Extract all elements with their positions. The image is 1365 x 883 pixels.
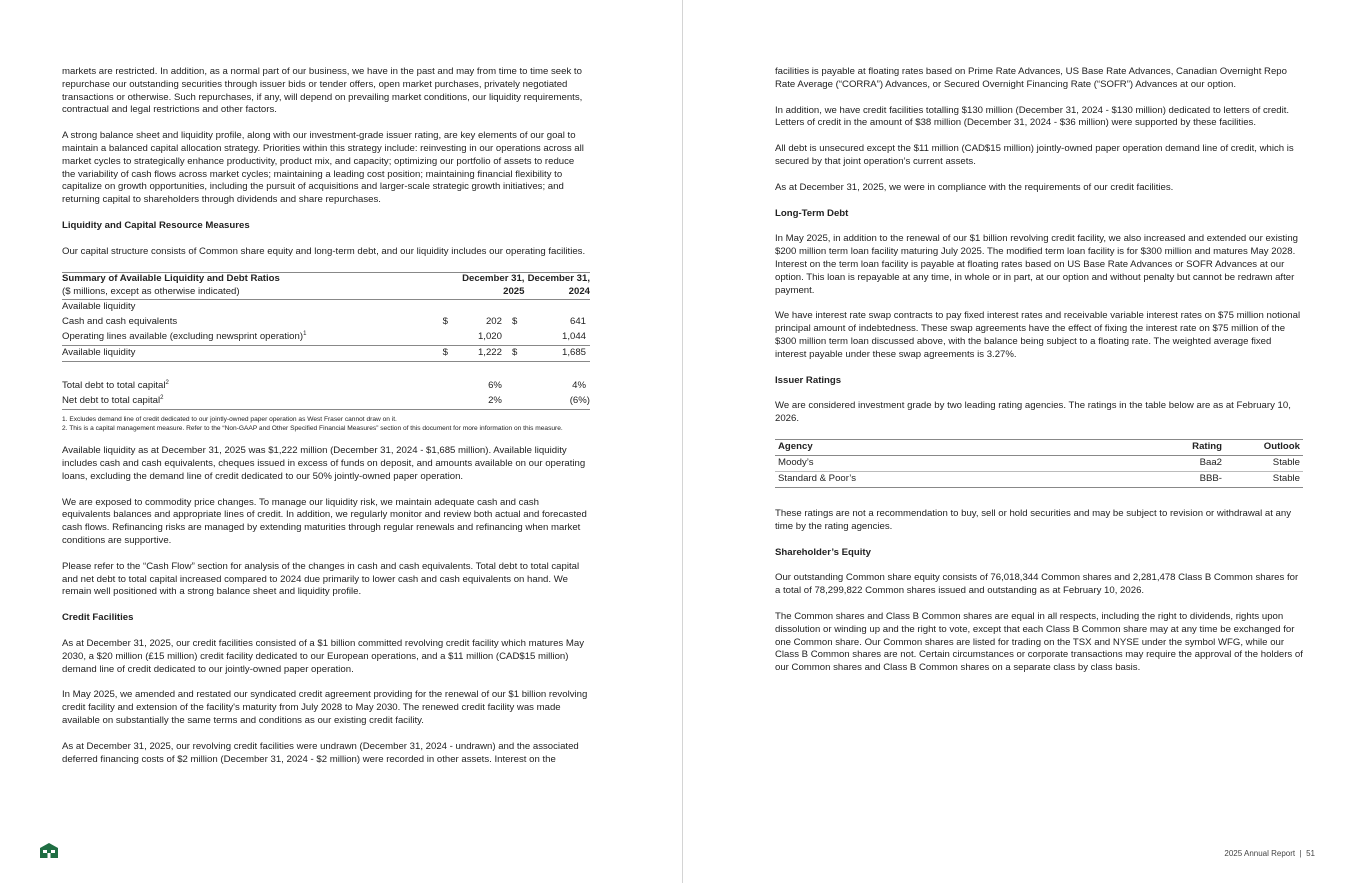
paragraph: markets are restricted. In addition, as a normal part of our business, we have in the past and may from time to time seek to repurchase our outstanding securities through issuer bids or tender offers, open market purchases, privately negotiated transactions or otherwise. Such repurchases, if any, will depend on prevailing market conditions, our liquidity requirements, contractual and legal restrictions and other factors. [62, 66, 583, 116]
currency-symbol: $ [502, 345, 525, 361]
cell-value: 202 [485, 315, 502, 327]
paragraph: Please refer to the “Cash Flow” section for analysis of the changes in cash and cash equivalents. Total debt to total capital and net debt to total capital increased compared to 2024 due primarily to lower cash and cash equivalents on hand. We remain well positioned with a strong balance sheet and liquidity profile. [62, 560, 580, 598]
cell-value: (6%) [524, 394, 590, 410]
table-subtitle: ($ millions, except as otherwise indicated) [62, 286, 443, 300]
outlook-value: Stable [1225, 455, 1303, 471]
row-label: Operating lines available (excluding newsprint operation)$^1$ [62, 330, 307, 342]
paragraph: facilities is payable at floating rates based on Prime Rate Advances, US Base Rate Advances, Canadian Overnight Repo Rate Average (“CORRA”) Advances, or Secured Overnight Financing Rate (“SOFR”) Advances at our option. [775, 66, 1287, 90]
table-header-row [775, 439, 1303, 455]
page-footer: 2025 Annual Report | 51 [1224, 849, 1315, 858]
table-row [62, 330, 590, 346]
building-logo-icon [40, 843, 58, 858]
spacer-row [62, 361, 590, 379]
paragraph: In addition, we have credit facilities totalling $130 million (December 31, 2024 - $130 million) dedicated to letters of credit. Letters of credit in the amount of $38 million (December 31, 2024 - $36 million) were supported by these facilities. [775, 104, 1290, 129]
cell-value: 1,020 [477, 330, 502, 342]
section-heading-credit-facilities: Credit Facilities [62, 612, 134, 624]
row-label: Cash and cash equivalents [62, 315, 178, 327]
rating-value: BBB- [1115, 471, 1225, 487]
agency-name: Standard & Poor’s [775, 471, 1115, 487]
table-header-row [62, 286, 590, 300]
paragraph: We have interest rate swap contracts to pay fixed interest rates and receivable variable interest rates on $75 million notional principal amount of indebtedness. These swap agreements have the effect of fixing the interest rate on $75 million of the $300 million term loan discussed above, with the balance being subject to a floating rate. The weighted average fixed interest payable under these swap agreements is 3.27%. [775, 310, 1301, 360]
section-heading-liquidity: Liquidity and Capital Resource Measures [62, 219, 250, 231]
footnote-1: 1. Excludes demand line of credit dedicated to our jointly-owned paper operation as West Fraser cannot draw on it. [62, 416, 397, 424]
cell-value: 1,685 [524, 345, 590, 361]
paragraph: We are considered investment grade by two leading rating agencies. The ratings in the table below are as at February 10, 2026. [775, 400, 1291, 425]
currency-symbol: $ [443, 345, 457, 361]
column-header-2025-top: December 31, [457, 272, 525, 286]
cell-value: 4% [572, 380, 586, 392]
cell-value: 1,222 [457, 345, 502, 361]
row-label: Net debt to total capital$^2$ [62, 394, 443, 410]
row-label: Available liquidity [62, 345, 443, 361]
paragraph: Our capital structure consists of Common share equity and long-term debt, and our liquidity includes our operating facilities. [62, 245, 586, 257]
currency-symbol: $ [511, 315, 518, 327]
footnote-2: 2. This is a capital management measure. Refer to the “Non-GAAP and Other Specified Financial Measures” section of this document for more information on this measure. [62, 424, 563, 432]
table-row [62, 315, 590, 330]
left-column [62, 66, 590, 779]
rating-value: Baa2 [1115, 455, 1225, 471]
column-header-outlook: Outlook [1225, 439, 1303, 455]
paragraph: The Common shares and Class B Common shares are equal in all respects, including the right to dividends, rights upon dissolution or winding up and the right to vote, except that each Class B Common share may at any time be exchanged for one Common share. Our Common shares are listed for trading on the TSX and NYSE under the symbol WFG, while our Class B Common shares are not. Certain circumstances or corporate transactions may require the approval of the holders of our Common shares and Class B Common shares on a separate class by class basis. [775, 610, 1303, 674]
column-header-2024: 2024 [524, 286, 590, 300]
table-row [62, 394, 590, 410]
paragraph: As at December 31, 2025, our revolving credit facilities were undrawn (December 31, 2024 - undrawn) and the associated deferred financing costs of $2 million (December 31, 2024 - $2 million) were recorded in other assets. Interest on the [62, 740, 579, 765]
table-row [775, 471, 1303, 487]
section-heading-issuer-ratings: Issuer Ratings [775, 374, 842, 386]
row-label: Total debt to total capital$^2$ [62, 379, 169, 392]
agency-name: Moody’s [775, 455, 1115, 471]
cell-value: 6% [488, 380, 502, 392]
column-header-rating: Rating [1115, 439, 1225, 455]
section-label: Available liquidity [62, 300, 136, 312]
cell-value: 641 [569, 315, 586, 327]
table-row [775, 455, 1303, 471]
paragraph: As at December 31, 2025, we were in compliance with the requirements of our credit facilities. [775, 181, 1174, 193]
page-divider [682, 0, 683, 883]
column-header-2024-top: December 31, [524, 272, 590, 286]
cell-value: 2% [457, 394, 502, 410]
paragraph: In May 2025, we amended and restated our syndicated credit agreement providing for the renewal of our $1 billion revolving credit facility and extension of the facility's maturity from July 2028 to May 2030. The renewed credit facility was made available on substantially the same terms and conditions as our existing credit facility. [62, 689, 588, 726]
paragraph: In May 2025, in addition to the renewal of our $1 billion revolving credit facility, we also increased and extended our existing $200 million term loan facility maturing July 2025. The modified term loan facility is for $300 million and matures May 2028. Interest on the term loan facility is payable at floating rates based on US Base Rate Advances or SOFR Advances at our option. This loan is repayable at any time, in whole or in part, at our option and without penalty but cannot be redrawn after payment. [775, 233, 1298, 296]
outlook-value: Stable [1225, 471, 1303, 487]
table-row [62, 345, 590, 361]
cell-value: 1,044 [561, 330, 586, 342]
table-title: Summary of Available Liquidity and Debt Ratios [62, 272, 443, 286]
paragraph: A strong balance sheet and liquidity profile, along with our investment-grade issuer rating, are key elements of our goal to maintain a balanced capital allocation strategy. Priorities within this strategy include: reinvesting in our operations across all market cycles to strategically enhance productivity, product mix, and capacity; optimizing our portfolio of assets to reduce the variability of cash flows across market cycles; maintaining a leading cost position; maintaining financial flexibility to capitalize on growth opportunities, including the pursuit of acquisitions and larger-scale strategic growth initiatives; and returning capital to shareholders through dividends and share repurchases. [62, 130, 584, 206]
right-column [775, 66, 1303, 688]
paragraph: These ratings are not a recommendation to buy, sell or hold securities and may be subject to revision or withdrawal at any time by the rating agencies. [775, 507, 1292, 532]
paragraph: We are exposed to commodity price changes. To manage our liquidity risk, we maintain adequate cash and cash equivalents balances and appropriate lines of credit. In addition, we regularly monitor and review both actual and forecasted cash flows. Refinancing risks are managed by extending maturities through regular renewals and refinancing when market conditions are supportive. [62, 496, 587, 547]
ratings-table [775, 439, 1303, 488]
column-header-2025: 2025 [457, 286, 525, 300]
paragraph: As at December 31, 2025, our credit facilities consisted of a $1 billion committed revolving credit facility which matures May 2030, a $20 million (£15 million) credit facility dedicated to our European operations, and a $11 million (CAD$15 million) demand line of credit dedicated to our jointly-owned paper operation. [62, 638, 585, 675]
column-header-agency: Agency [775, 439, 1115, 455]
section-heading-shareholders-equity: Shareholder’s Equity [775, 546, 871, 558]
paragraph: Our outstanding Common share equity consists of 76,018,344 Common shares and 2,281,478 Class B Common shares for a total of 78,299,822 Common shares issued and outstanding as at February 10, 2026. [775, 572, 1299, 597]
section-heading-long-term-debt: Long-Term Debt [775, 207, 849, 219]
table-footnotes [62, 416, 590, 433]
liquidity-table [62, 272, 590, 411]
table-row [62, 299, 590, 315]
paragraph: All debt is unsecured except the $11 million (CAD$15 million) jointly-owned paper operation demand line of credit, which is secured by that joint operation’s current assets. [775, 143, 1294, 167]
currency-symbol: $ [442, 315, 448, 327]
paragraph: Available liquidity as at December 31, 2025 was $1,222 million (December 31, 2024 - $1,685 million). Available liquidity includes cash and cash equivalents, cheques issued in excess of funds on deposit, and amounts available on our operating loans, excluding the demand line of credit dedicated to our 50% jointly-owned paper operation. [62, 445, 586, 482]
table-header-row [62, 272, 590, 286]
table-row [62, 379, 590, 394]
